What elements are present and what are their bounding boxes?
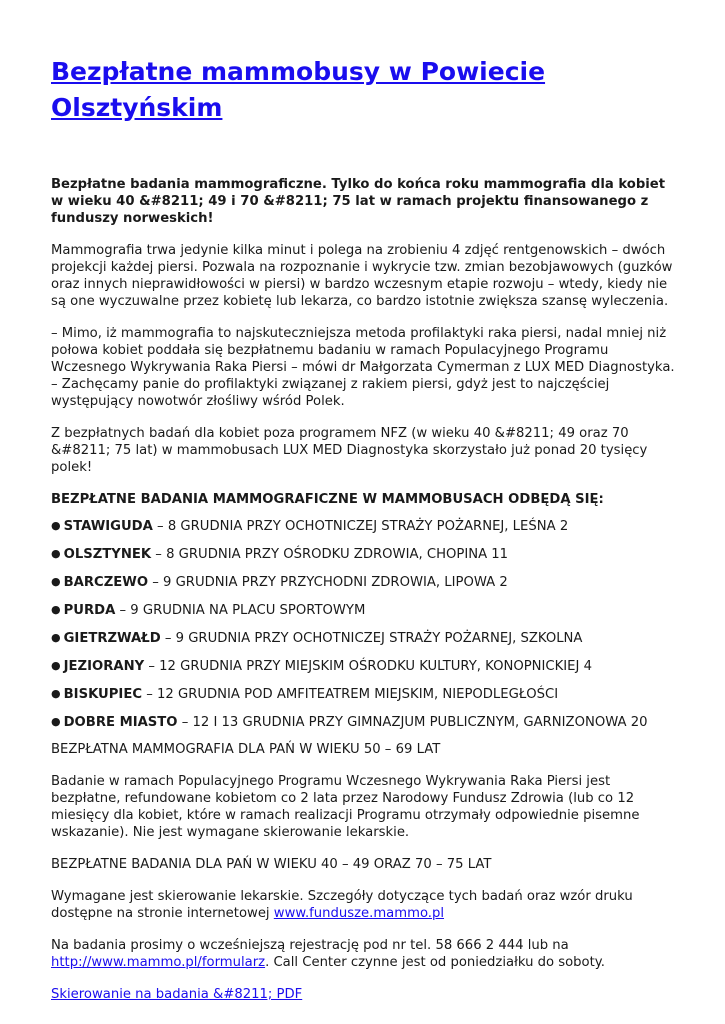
bullet-icon: ● [51,575,61,588]
pdf-paragraph [51,986,675,1003]
location-details: – 8 GRUDNIA PRZY OCHOTNICZEJ STRAŻY POŻARNEJ, LEŚNA 2 [152,519,569,534]
location-details: – 9 GRUDNIA PRZY OCHOTNICZEJ STRAŻY POŻARNEJ, SZKOLNA [160,631,583,646]
location-details: – 9 GRUDNIA PRZY PRZYCHODNI ZDROWIA, LIPOWA 2 [148,575,508,590]
bullet-icon: ● [51,603,61,616]
referral-paragraph [51,888,675,922]
list-item [51,657,675,675]
location-name: JEZIORANY [63,659,145,674]
location-name: OLSZTYNEK [63,547,152,562]
list-item [51,601,675,619]
location-details: – 12 GRUDNIA PRZY MIEJSKIM OŚRODKU KULTURY, KONOPNICKIEJ 4 [144,659,592,674]
bullet-icon: ● [51,547,61,560]
location-details: – 8 GRUDNIA PRZY OŚRODKU ZDROWIA, CHOPINA 11 [151,547,509,562]
free-text-50-69: Badanie w ramach Populacyjnego Programu Wczesnego Wykrywania Raka Piersi jest bezpłatne, refundowane kobietom co 2 lata przez Narodowy Fundusz Zdrowia (lub co 12 miesięcy dla kobiet, które w ramach realizacji Programu otrzymały odpowiednie pisemne wskazanie). Nie jest wymagane skierowanie lekarskie. [51,774,640,840]
referral-text: Wymagane jest skierowanie lekarskie. Szczegóły dotyczące tych badań oraz wzór druku dostępne na stronie internetowej [51,889,633,921]
registration-text-after: . Call Center czynne jest od poniedziałku do soboty. [265,955,605,970]
body-paragraph-1: Mammografia trwa jedynie kilka minut i polega na zrobieniu 4 zdjęć rentgenowskich – dwóch projekcji każdej piersi. Pozwala na rozpoznanie i wykrycie tzw. zmian bezobjawowych (guzków oraz innych nieprawidłowości w piersi) w bardzo wczesnym etapie rozwoju – wtedy, kiedy nie są one wyczuwalne przez kobietę lub lekarza, co bardzo istotnie zwiększa szansę wyleczenia. [51,243,673,309]
location-details: – 12 GRUDNIA POD AMFITEATREM MIEJSKIM, NIEPODLEGŁOŚCI [142,687,559,702]
free-heading-40-49: BEZPŁATNE BADANIA DLA PAŃ W WIEKU 40 – 49 ORAZ 70 – 75 LAT [51,857,492,872]
free-heading-50-69: BEZPŁATNA MAMMOGRAFIA DLA PAŃ W WIEKU 50 – 69 LAT [51,742,441,757]
locations-list [51,517,675,731]
list-item [51,713,675,731]
registration-text: Na badania prosimy o wcześniejszą rejestrację pod nr tel. 58 666 2 444 lub na [51,938,569,953]
pdf-link[interactable]: Skierowanie na badania &#8211; PDF [51,987,303,1002]
list-item [51,685,675,703]
location-name: BARCZEWO [63,575,149,590]
location-details: – 9 GRUDNIA NA PLACU SPORTOWYM [115,603,366,618]
registration-paragraph [51,937,675,971]
body-paragraph-2: – Mimo, iż mammografia to najskuteczniejsza metoda profilaktyki raka piersi, nadal mniej niż połowa kobiet poddała się bezpłatnemu badaniu w ramach Populacyjnego Programu Wczesnego Wykrywania Raka Piersi – mówi dr Małgorzata Cymerman z LUX MED Diagnostyka. – Zachęcamy panie do profilaktyki związanej z rakiem piersi, gdyż jest to najczęściej występujący nowotwór złośliwy wśród Polek. [51,326,675,409]
bullet-icon: ● [51,687,61,700]
list-item [51,517,675,535]
location-name: GIETRZWAŁD [63,631,161,646]
location-name: DOBRE MIASTO [63,715,178,730]
fundusze-link[interactable]: www.fundusze.mammo.pl [273,906,445,921]
list-item [51,573,675,591]
bullet-icon: ● [51,715,61,728]
formularz-link[interactable]: http://www.mammo.pl/formularz [51,955,266,970]
body-paragraph-3: Z bezpłatnych badań dla kobiet poza programem NFZ (w wieku 40 &#8211; 49 oraz 70 &#8211; 75 lat) w mammobusach LUX MED Diagnostyka skorzystało już ponad 20 tysięcy polek! [51,426,648,475]
location-name: PURDA [63,603,116,618]
bullet-icon: ● [51,631,61,644]
bullet-icon: ● [51,659,61,672]
schedule-heading: BEZPŁATNE BADANIA MAMMOGRAFICZNE W MAMMOBUSACH ODBĘDĄ SIĘ: [51,492,604,507]
bullet-icon: ● [51,519,61,532]
location-details: – 12 I 13 GRUDNIA PRZY GIMNAZJUM PUBLICZNYM, GARNIZONOWA 20 [177,715,648,730]
location-name: STAWIGUDA [63,519,153,534]
list-item [51,545,675,563]
page-title [51,54,675,126]
list-item [51,629,675,647]
location-name: BISKUPIEC [63,687,143,702]
lead-paragraph: Bezpłatne badania mammograficzne. Tylko do końca roku mammografia dla kobiet w wieku 40 &#8211; 49 i 70 &#8211; 75 lat w ramach projektu finansowanego z funduszy norweskich! [51,177,666,226]
title-link[interactable]: Bezpłatne mammobusy w Powiecie Olsztyńskim [51,57,546,122]
